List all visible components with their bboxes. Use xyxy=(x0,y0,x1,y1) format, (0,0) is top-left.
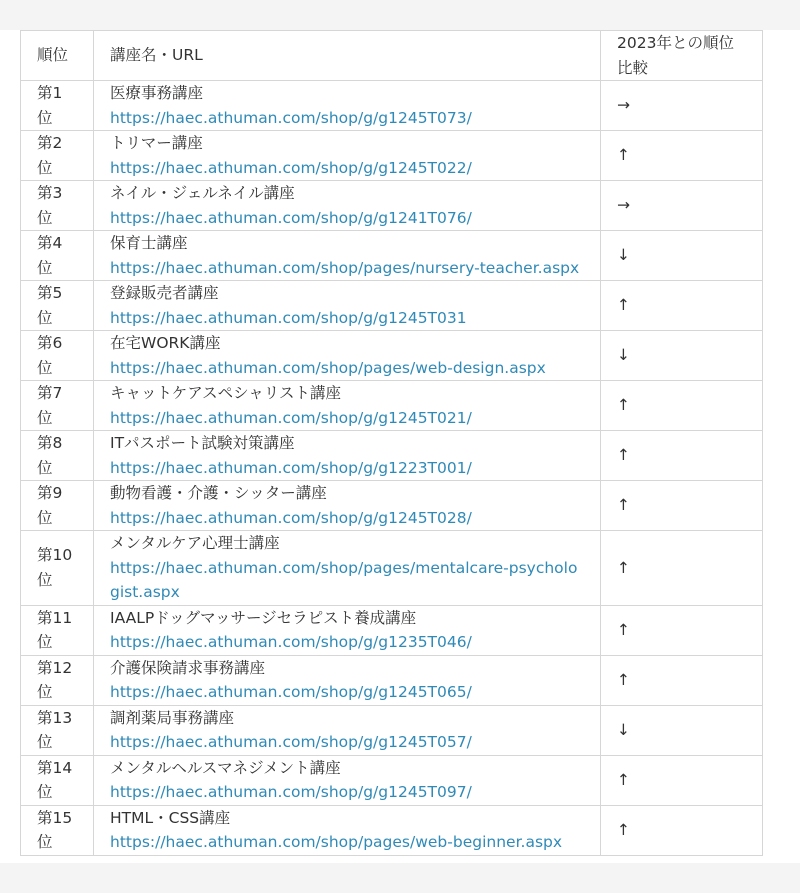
rank-change-indicator: ↑ xyxy=(601,755,763,805)
course-name: 保育士講座 xyxy=(110,234,188,252)
rank-cell: 第8位 xyxy=(21,431,94,481)
table-row xyxy=(21,331,763,381)
rank-cell: 第1位 xyxy=(21,81,94,131)
rank-cell: 第15位 xyxy=(21,805,94,855)
table-row xyxy=(21,755,763,805)
header-rank: 順位 xyxy=(21,31,94,81)
course-url-link[interactable]: https://haec.athuman.com/shop/g/g1245T057/ xyxy=(110,733,472,751)
course-cell xyxy=(94,381,601,431)
table-row xyxy=(21,655,763,705)
table-row xyxy=(21,281,763,331)
rank-cell: 第6位 xyxy=(21,331,94,381)
rank-change-indicator: ↑ xyxy=(601,381,763,431)
rank-cell: 第14位 xyxy=(21,755,94,805)
course-cell xyxy=(94,431,601,481)
course-name: メンタルケア心理士講座 xyxy=(110,534,280,552)
course-name: 登録販売者講座 xyxy=(110,284,219,302)
rank-change-indicator: ↓ xyxy=(601,331,763,381)
rank-cell: 第11位 xyxy=(21,605,94,655)
course-url-link[interactable]: https://haec.athuman.com/shop/g/g1245T028/ xyxy=(110,508,472,527)
rank-change-indicator: → xyxy=(601,181,763,231)
course-url-link[interactable]: https://haec.athuman.com/shop/pages/nursery-teacher.aspx xyxy=(110,258,580,277)
course-url-link[interactable]: https://haec.athuman.com/shop/g/g1245T031 xyxy=(110,308,467,327)
table-row xyxy=(21,805,763,855)
rank-change-indicator: → xyxy=(601,81,763,131)
rank-change-indicator: ↑ xyxy=(601,131,763,181)
rank-cell: 第2位 xyxy=(21,131,94,181)
rank-change-indicator: ↑ xyxy=(601,431,763,481)
course-url-link[interactable]: https://haec.athuman.com/shop/g/g1223T001/ xyxy=(110,458,472,477)
table-row xyxy=(21,605,763,655)
rank-cell: 第13位 xyxy=(21,705,94,755)
rank-cell: 第9位 xyxy=(21,481,94,531)
rank-cell: 第12位 xyxy=(21,655,94,705)
course-url-link[interactable]: https://haec.athuman.com/shop/g/g1245T097/ xyxy=(110,783,472,801)
table-row xyxy=(21,381,763,431)
rank-change-indicator: ↑ xyxy=(601,481,763,531)
course-name: 動物看護・介護・シッター講座 xyxy=(110,484,327,502)
course-url-link[interactable]: https://haec.athuman.com/shop/pages/web-beginner.aspx xyxy=(110,833,563,851)
course-url-link[interactable]: https://haec.athuman.com/shop/g/g1245T022/ xyxy=(110,158,472,177)
course-cell xyxy=(94,655,601,705)
rank-change-indicator: ↑ xyxy=(601,655,763,705)
rank-change-indicator: ↓ xyxy=(601,231,763,281)
course-url-link[interactable]: https://haec.athuman.com/shop/g/g1245T021/ xyxy=(110,408,472,427)
rank-cell: 第3位 xyxy=(21,181,94,231)
table-row xyxy=(21,481,763,531)
ranking-table xyxy=(20,30,763,856)
table-row xyxy=(21,531,763,606)
rank-cell: 第4位 xyxy=(21,231,94,281)
table-row xyxy=(21,81,763,131)
course-name: メンタルヘルスマネジメント講座 xyxy=(110,758,341,777)
course-name: HTML・CSS講座 xyxy=(110,808,231,827)
course-cell xyxy=(94,805,601,855)
rank-change-indicator: ↑ xyxy=(601,805,763,855)
course-name: キャットケアスペシャリスト講座 xyxy=(110,384,341,402)
table-row xyxy=(21,431,763,481)
rank-change-indicator: ↑ xyxy=(601,281,763,331)
table-header-row xyxy=(21,31,763,81)
course-cell xyxy=(94,81,601,131)
course-url-link[interactable]: https://haec.athuman.com/shop/g/g1241T076/ xyxy=(110,208,472,227)
course-name: 調剤薬局事務講座 xyxy=(110,708,235,727)
table-row xyxy=(21,231,763,281)
course-url-link[interactable]: https://haec.athuman.com/shop/pages/web-design.aspx xyxy=(110,358,546,377)
course-name: 在宅WORK講座 xyxy=(110,334,221,352)
course-cell xyxy=(94,705,601,755)
table-row xyxy=(21,131,763,181)
course-cell xyxy=(94,231,601,281)
course-cell xyxy=(94,331,601,381)
course-cell xyxy=(94,281,601,331)
course-name: 医療事務講座 xyxy=(110,84,204,102)
rank-cell: 第10位 xyxy=(21,531,94,606)
course-name: 介護保険請求事務講座 xyxy=(110,658,266,677)
rank-cell: 第5位 xyxy=(21,281,94,331)
course-url-link[interactable]: https://haec.athuman.com/shop/g/g1245T073/ xyxy=(110,108,472,127)
course-cell xyxy=(94,131,601,181)
rank-change-indicator: ↓ xyxy=(601,705,763,755)
course-cell xyxy=(94,531,601,606)
course-cell xyxy=(94,755,601,805)
header-course: 講座名・URL xyxy=(94,31,601,81)
course-name: IAALPドッグマッサージセラピスト養成講座 xyxy=(110,608,417,627)
course-name: トリマー講座 xyxy=(110,134,203,152)
course-name: ITパスポート試験対策講座 xyxy=(110,434,295,452)
course-name: ネイル・ジェルネイル講座 xyxy=(110,184,295,202)
header-compare: 2023年との順位比較 xyxy=(601,31,763,81)
table-row xyxy=(21,181,763,231)
rank-change-indicator: ↑ xyxy=(601,531,763,606)
course-cell xyxy=(94,481,601,531)
course-url-link[interactable]: https://haec.athuman.com/shop/g/g1245T065/ xyxy=(110,683,472,701)
rank-change-indicator: ↑ xyxy=(601,605,763,655)
table-row xyxy=(21,705,763,755)
course-url-link[interactable]: https://haec.athuman.com/shop/g/g1235T046/ xyxy=(110,633,472,651)
rank-cell: 第7位 xyxy=(21,381,94,431)
course-cell xyxy=(94,181,601,231)
course-cell xyxy=(94,605,601,655)
course-url-link[interactable]: https://haec.athuman.com/shop/pages/mentalcare-psychologist.aspx xyxy=(110,558,578,601)
